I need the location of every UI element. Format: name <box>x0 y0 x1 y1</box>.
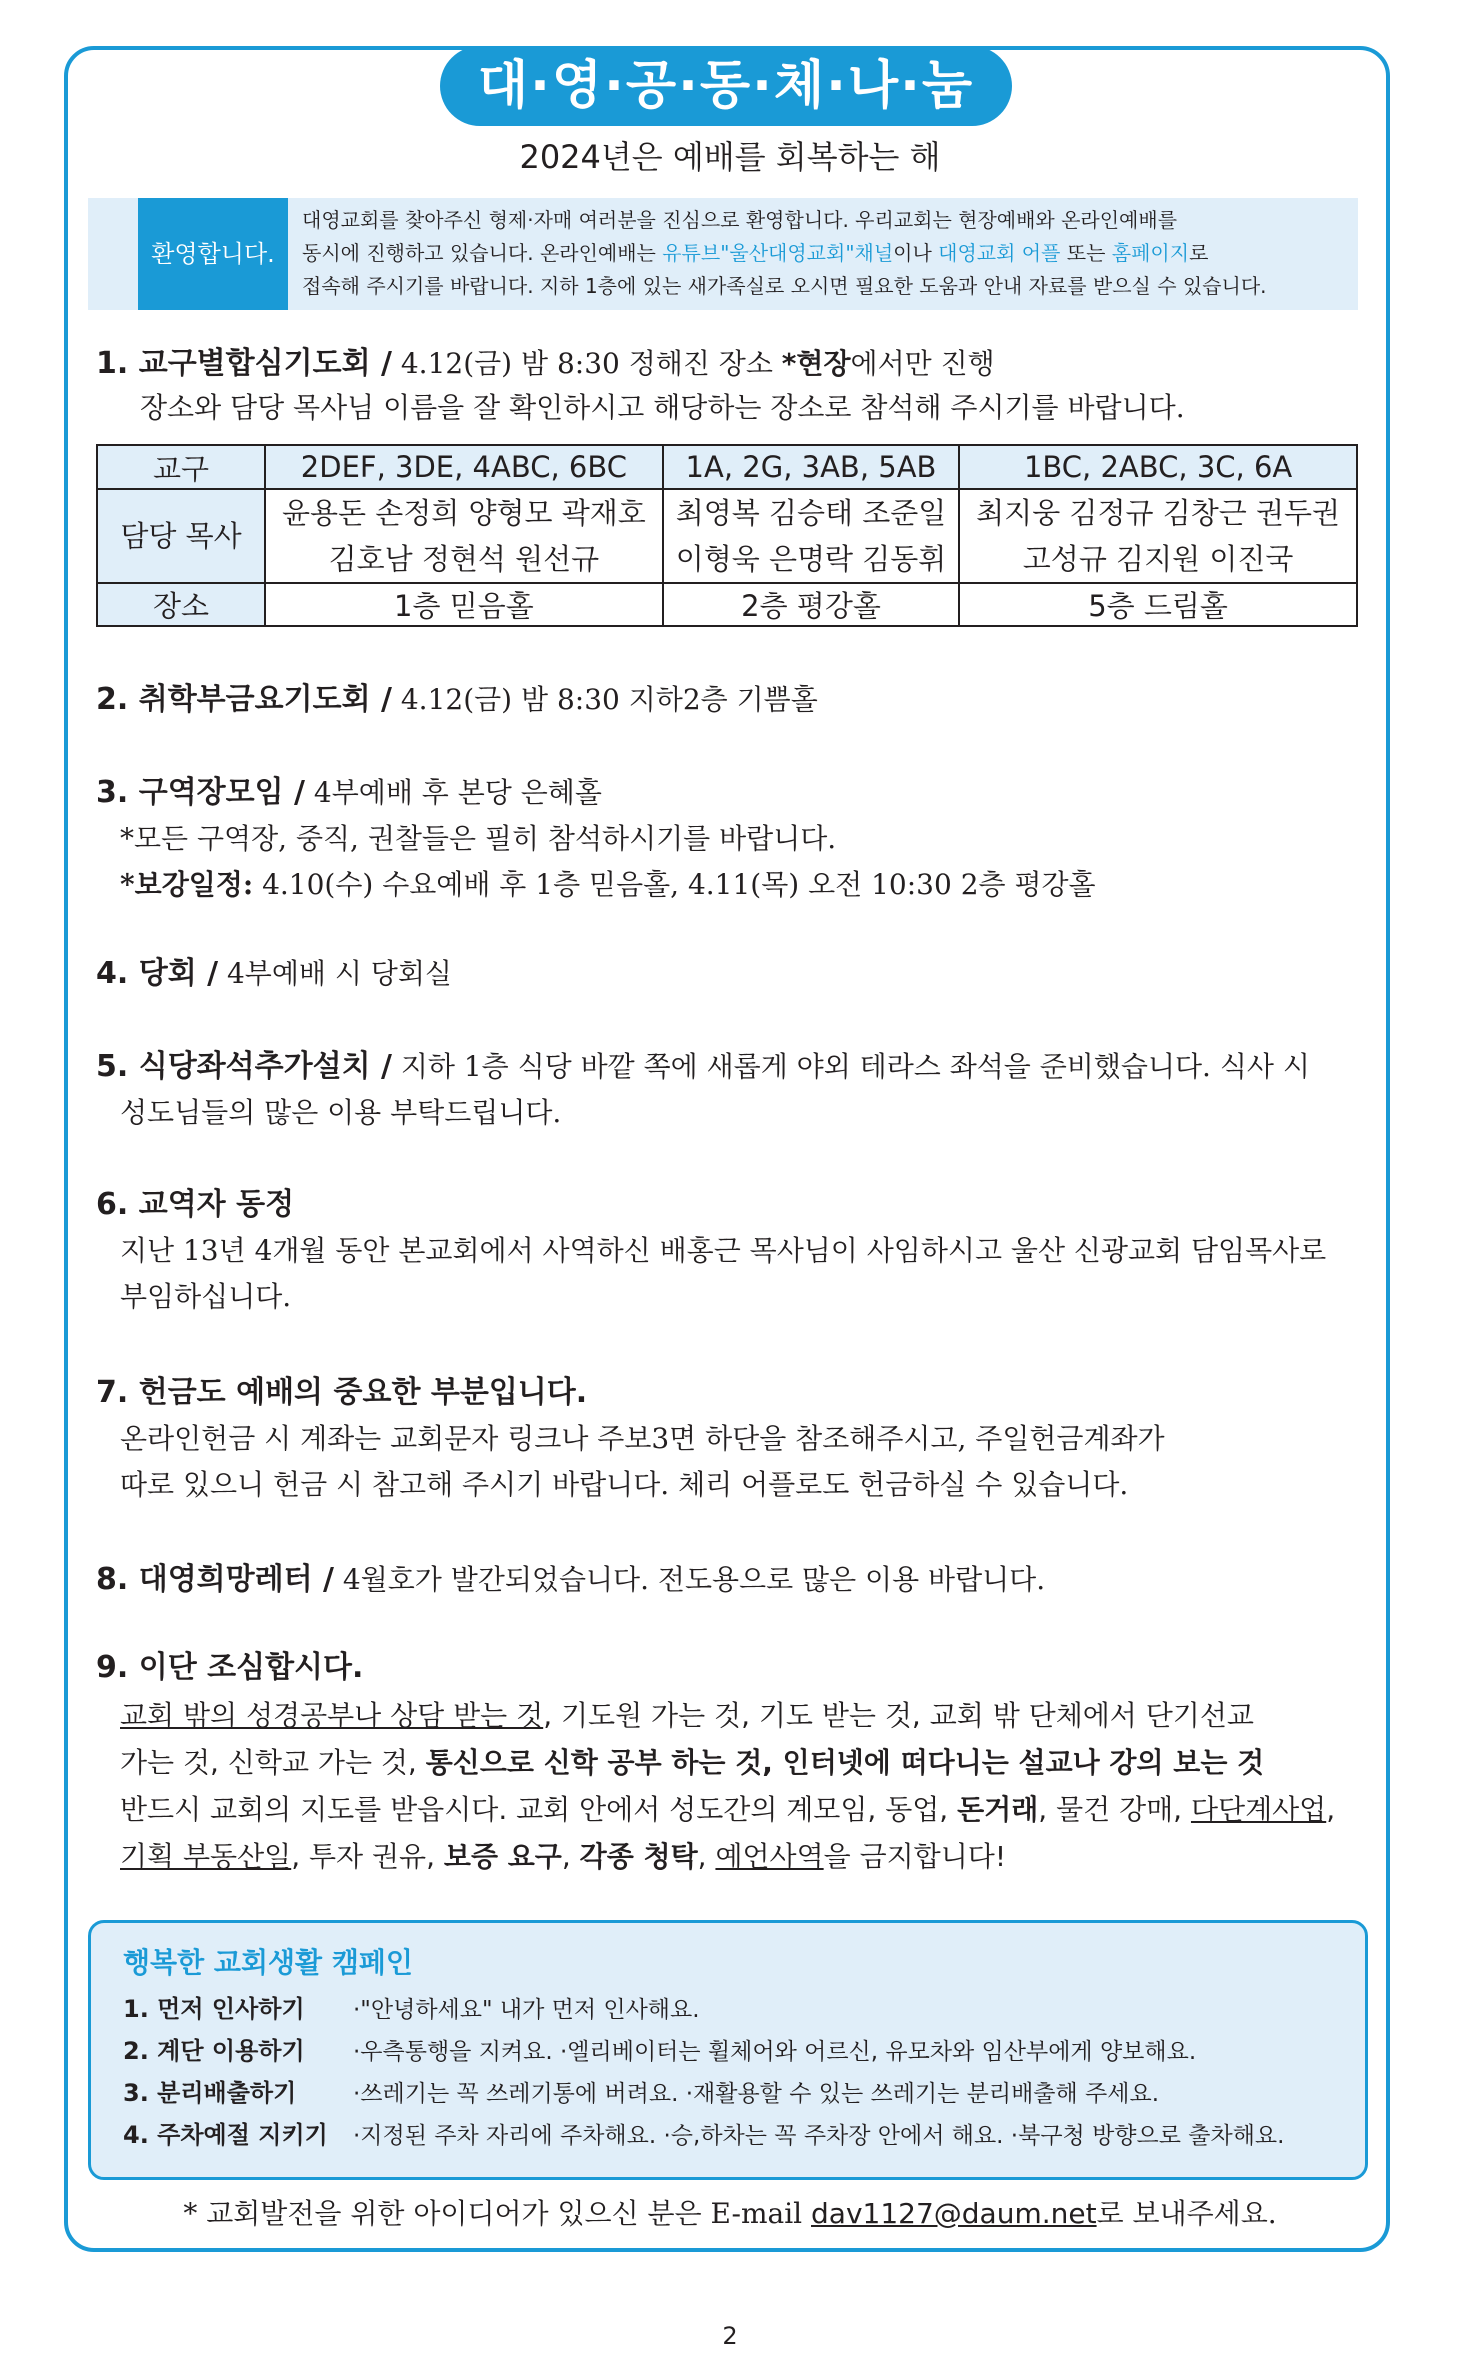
notice-heading: 4. 당회 / <box>96 956 219 991</box>
notice-text: 지난 13년 4개월 동안 본교회에서 사역하신 배홍근 목사님이 사임하시고 울산 신광교회 담임목사로 <box>120 1234 1327 1267</box>
campaign-key: 1. 먼저 인사하기 <box>123 1995 305 2023</box>
warning-text: , 기도원 가는 것, 기도 받는 것, 교회 밖 단체에서 단기선교 <box>543 1699 1254 1732</box>
warning-text: 을 금지합니다! <box>823 1840 1007 1873</box>
welcome-line: 대영교회를 찾아주신 형제·자매 여러분을 진심으로 환영합니다. 우리교회는 현장예배와 온라인예배를 <box>302 208 1178 232</box>
campaign-title: 행복한 교회생활 캠페인 <box>123 1946 413 1979</box>
district-table <box>96 444 1358 627</box>
email-link[interactable]: dav1127@daum.net <box>811 2197 1097 2230</box>
table-cell <box>265 489 663 583</box>
underlined-text: 교회 밖의 성경공부나 상담 받는 것 <box>120 1699 544 1732</box>
homepage-link[interactable]: 홈페이지 <box>1111 241 1190 265</box>
campaign-key: 3. 분리배출하기 <box>123 2079 297 2107</box>
table-cell <box>959 489 1357 583</box>
campaign-key: 4. 주차예절 지키기 <box>123 2121 328 2149</box>
welcome-line: 접속해 주시기를 바랍니다. 지하 1층에 있는 새가족실로 오시면 필요한 도움과 안내 자료를 받으실 수 있습니다. <box>302 274 1267 298</box>
campaign-box <box>88 1920 1368 2180</box>
notice-item-7 <box>96 1370 1376 1508</box>
notice-heading: 5. 식당좌석추가설치 / <box>96 1049 392 1084</box>
warning-text: , <box>697 1840 716 1873</box>
campaign-value: ·우측통행을 지켜요. ·엘리베이터는 휠체어와 어르신, 유모차와 임산부에게 양보해요. <box>353 2039 1197 2065</box>
warning-text: , <box>1326 1793 1336 1826</box>
campaign-row <box>123 2073 1159 2108</box>
table-cell-line: 김호남 정현석 원선규 <box>328 542 600 576</box>
notice-text: 지하 1층 식당 바깥 쪽에 새롭게 야외 테라스 좌석을 준비했습니다. 식사 시 <box>391 1050 1310 1083</box>
campaign-key: 2. 계단 이용하기 <box>123 2037 305 2065</box>
notice-emphasis: *현장 <box>781 347 851 380</box>
table-header-place: 장소 <box>97 583 265 626</box>
warning-emphasis: 각종 청탁 <box>579 1840 698 1873</box>
table-cell-line: 윤용돈 손정희 양형모 곽재호 <box>281 496 646 530</box>
welcome-box <box>88 198 1358 310</box>
notice-text: 장소와 담당 목사님 이름을 잘 확인하시고 해당하는 장소로 참석해 주시기를 바랍니다. <box>140 391 1185 424</box>
table-header-district: 교구 <box>97 445 265 489</box>
youtube-link[interactable]: 유튜브"울산대영교회"채널 <box>662 241 894 265</box>
welcome-text-span: 로 <box>1189 241 1209 265</box>
welcome-label: 환영합니다. <box>138 198 288 310</box>
notice-text: 에서만 진행 <box>850 347 995 380</box>
welcome-line <box>302 237 1352 270</box>
campaign-row <box>123 2115 1284 2150</box>
heresy-warning <box>120 1692 1370 1880</box>
footer-text: 로 보내주세요. <box>1096 2197 1277 2230</box>
notice-item-1 <box>96 342 1376 430</box>
table-cell: 2층 평강홀 <box>663 583 959 626</box>
notice-heading: 6. 교역자 동정 <box>96 1187 295 1222</box>
table-cell: 1A, 2G, 3AB, 5AB <box>663 445 959 489</box>
notice-text: 4부예배 시 당회실 <box>218 957 452 990</box>
campaign-value: ·지정된 주차 자리에 주차해요. ·승,하차는 꼭 주차장 안에서 해요. ·북구청 방향으로 출차해요. <box>353 2123 1285 2149</box>
notice-text: 4.12(금) 밤 8:30 지하2층 기쁨홀 <box>391 683 818 716</box>
app-link[interactable]: 대영교회 어플 <box>938 241 1061 265</box>
notice-item-4 <box>96 952 1376 996</box>
warning-text: 가는 것, 신학교 가는 것, <box>120 1746 426 1779</box>
underlined-text: 기획 부동산일 <box>120 1840 292 1873</box>
campaign-value: ·쓰레기는 꼭 쓰레기통에 버려요. ·재활용할 수 있는 쓰레기는 분리배출해 주세요. <box>353 2081 1160 2107</box>
underlined-text: 예언사역 <box>715 1840 824 1873</box>
notice-item-2 <box>96 678 1376 722</box>
table-cell-line: 최영복 김승태 조준일 <box>675 496 947 530</box>
warning-emphasis: 통신으로 신학 공부 하는 것, 인터넷에 떠다니는 설교나 강의 보는 것 <box>425 1746 1265 1779</box>
table-cell: 2DEF, 3DE, 4ABC, 6BC <box>265 445 663 489</box>
notice-item-3 <box>96 770 1376 908</box>
page-subtitle: 2024년은 예배를 회복하는 해 <box>519 138 941 176</box>
table-cell-line: 이형욱 은명락 김동휘 <box>675 542 947 576</box>
notice-heading: 2. 취학부금요기도회 / <box>96 682 392 717</box>
table-cell <box>663 489 959 583</box>
notice-heading: 9. 이단 조심합시다. <box>96 1650 364 1685</box>
notice-heading: 3. 구역장모임 / <box>96 775 306 810</box>
table-cell: 5층 드림홀 <box>959 583 1357 626</box>
footer-text: * 교회발전을 위한 아이디어가 있으신 분은 E-mail <box>183 2197 812 2230</box>
footer-note <box>0 2192 1460 2232</box>
notice-text: 4.10(수) 수요예배 후 1층 믿음홀, 4.11(목) 오전 10:30 2층 평강홀 <box>253 868 1096 901</box>
notice-text: *모든 구역장, 중직, 권찰들은 필히 참석하시기를 바랍니다. <box>120 822 837 855</box>
campaign-row <box>123 2031 1196 2066</box>
warning-text: , <box>561 1840 580 1873</box>
notice-item-6 <box>96 1182 1376 1320</box>
table-header-pastor: 담당 목사 <box>97 489 265 583</box>
notice-text: 성도님들의 많은 이용 부탁드립니다. <box>120 1096 562 1129</box>
underlined-text: 다단계사업 <box>1190 1793 1327 1826</box>
campaign-value: ·"안녕하세요" 내가 먼저 인사해요. <box>353 1997 700 2023</box>
welcome-text <box>302 204 1352 303</box>
notice-text: 부임하십니다. <box>120 1280 292 1313</box>
notice-heading: 1. 교구별합심기도회 / <box>96 346 392 381</box>
notice-text: 4월호가 발간되었습니다. 전도용으로 많은 이용 바랍니다. <box>334 1563 1046 1596</box>
notice-item-9 <box>96 1646 1376 1690</box>
welcome-text-span: 동시에 진행하고 있습니다. 온라인예배는 <box>302 241 663 265</box>
warning-text: , 물건 강매, <box>1038 1793 1191 1826</box>
warning-text: 반드시 교회의 지도를 받읍시다. 교회 안에서 성도간의 계모임, 동업, <box>120 1793 958 1826</box>
notice-heading: 7. 헌금도 예배의 중요한 부분입니다. <box>96 1375 588 1410</box>
notice-text: 온라인헌금 시 계좌는 교회문자 링크나 주보3면 하단을 참조해주시고, 주일헌금계좌가 <box>120 1422 1165 1455</box>
page-title: 대·영·공·동·체·나·눔 <box>440 46 1012 126</box>
notice-item-8 <box>96 1558 1376 1602</box>
warning-text: , 투자 권유, <box>291 1840 444 1873</box>
table-cell-line: 최지웅 김정규 김창근 권두권 <box>976 496 1340 530</box>
notice-text: 따로 있으니 헌금 시 참고해 주시기 바랍니다. 체리 어플로도 헌금하실 수 있습니다. <box>120 1468 1129 1501</box>
notice-text: 4.12(금) 밤 8:30 정해진 장소 <box>391 347 782 380</box>
page-number: 2 <box>722 2322 738 2350</box>
welcome-text-span: 이나 <box>893 241 939 265</box>
notice-heading: 8. 대영희망레터 / <box>96 1562 334 1597</box>
campaign-row <box>123 1989 700 2024</box>
welcome-text-span: 또는 <box>1060 241 1112 265</box>
table-cell-line: 고성규 김지원 이진국 <box>1022 542 1294 576</box>
notice-item-5 <box>96 1044 1376 1136</box>
table-cell: 1BC, 2ABC, 3C, 6A <box>959 445 1357 489</box>
table-cell: 1층 믿음홀 <box>265 583 663 626</box>
warning-emphasis: 돈거래 <box>957 1793 1039 1826</box>
warning-emphasis: 보증 요구 <box>443 1840 562 1873</box>
notice-text: 4부예배 후 본당 은혜홀 <box>305 776 602 809</box>
notice-emphasis: *보강일정: <box>120 868 254 901</box>
